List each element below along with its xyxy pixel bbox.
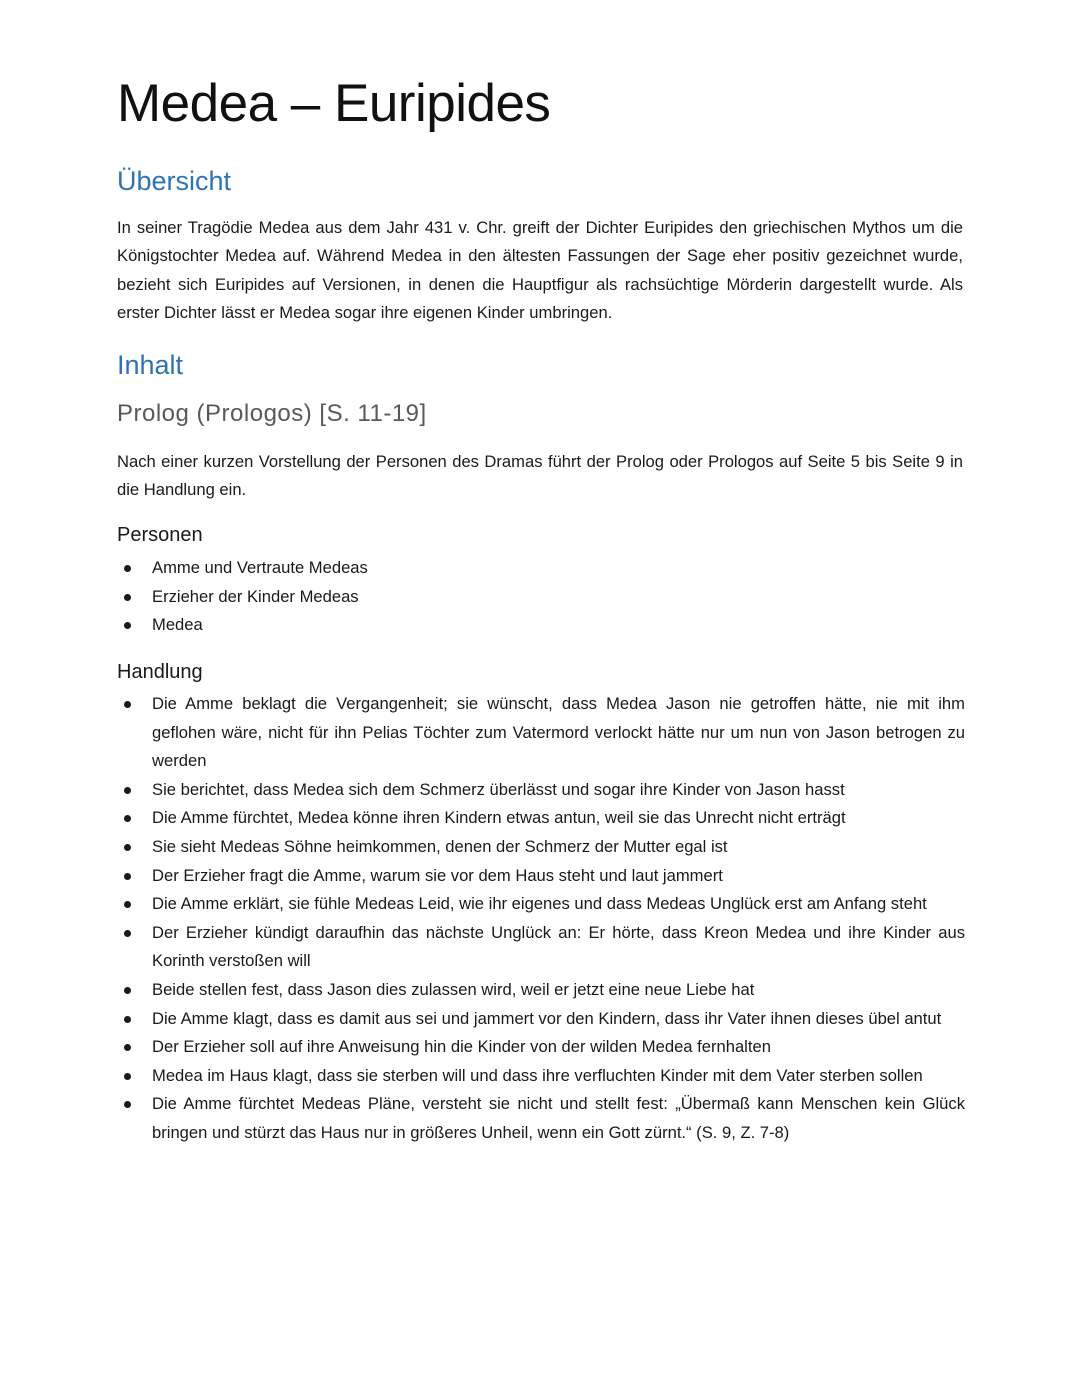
plot-list bbox=[117, 690, 965, 1148]
list-item: Der Erzieher kündigt daraufhin das nächste Unglück an: Er hörte, dass Kreon Medea und ihre Kinder aus Korinth verstoßen will bbox=[117, 919, 965, 976]
list-item: Beide stellen fest, dass Jason dies zulassen wird, weil er jetzt eine neue Liebe hat bbox=[117, 976, 965, 1005]
document-title: Medea – Euripides bbox=[117, 74, 551, 133]
plot-heading: Handlung bbox=[117, 661, 203, 683]
overview-paragraph: In seiner Tragödie Medea aus dem Jahr 431 v. Chr. greift der Dichter Euripides den griechischen Mythos um die Königstochter Medea auf. Während Medea in den ältesten Fassungen der Sage eher positiv gezeichnet wurde, bezieht sich Euripides auf Versionen, in denen die Hauptfigur als rachsüchtige Mörderin dargestellt wurde. Als erster Dichter lässt er Medea sogar ihre eigenen Kinder umbringen. bbox=[117, 218, 963, 323]
list-item: Medea im Haus klagt, dass sie sterben will und dass ihre verfluchten Kinder mit dem Vater sterben sollen bbox=[117, 1062, 965, 1091]
list-item: Die Amme erklärt, sie fühle Medeas Leid, wie ihr eigenes und dass Medeas Unglück erst am Anfang steht bbox=[117, 890, 965, 919]
list-item: Sie berichtet, dass Medea sich dem Schmerz überlässt und sogar ihre Kinder von Jason hasst bbox=[117, 776, 965, 805]
list-item: Der Erzieher soll auf ihre Anweisung hin die Kinder von der wilden Medea fernhalten bbox=[117, 1033, 965, 1062]
list-item: Die Amme fürchtet Medeas Pläne, versteht sie nicht und stellt fest: „Übermaß kann Menschen kein Glück bringen und stürzt das Haus nur in größeres Unheil, wenn ein Gott zürnt.“ (S. 9, Z. 7-8) bbox=[117, 1090, 965, 1147]
overview-heading: Übersicht bbox=[117, 166, 232, 196]
list-item: Die Amme klagt, dass es damit aus sei und jammert vor den Kindern, dass ihr Vater ihnen dieses übel antut bbox=[117, 1005, 965, 1034]
list-item: Der Erzieher fragt die Amme, warum sie vor dem Haus steht und laut jammert bbox=[117, 862, 965, 891]
prolog-heading: Prolog (Prologos) [S. 11-19] bbox=[117, 400, 427, 427]
list-item: Die Amme fürchtet, Medea könne ihren Kindern etwas antun, weil sie das Unrecht nicht erträgt bbox=[117, 804, 965, 833]
persons-heading: Personen bbox=[117, 524, 203, 546]
list-item: Medea bbox=[117, 611, 965, 640]
list-item: Erzieher der Kinder Medeas bbox=[117, 583, 965, 612]
prolog-paragraph: Nach einer kurzen Vorstellung der Personen des Dramas führt der Prolog oder Prologos auf Seite 5 bis Seite 9 in die Handlung ein. bbox=[117, 452, 963, 500]
content-heading: Inhalt bbox=[117, 350, 184, 380]
persons-list bbox=[117, 554, 965, 640]
list-item: Die Amme beklagt die Vergangenheit; sie wünscht, dass Medea Jason nie getroffen hätte, nie mit ihm geflohen wäre, nicht für ihn Pelias Töchter zum Vatermord verlockt hätte nur um nun von Jason betrogen zu werden bbox=[117, 690, 965, 776]
list-item: Sie sieht Medeas Söhne heimkommen, denen der Schmerz der Mutter egal ist bbox=[117, 833, 965, 862]
list-item: Amme und Vertraute Medeas bbox=[117, 554, 965, 583]
